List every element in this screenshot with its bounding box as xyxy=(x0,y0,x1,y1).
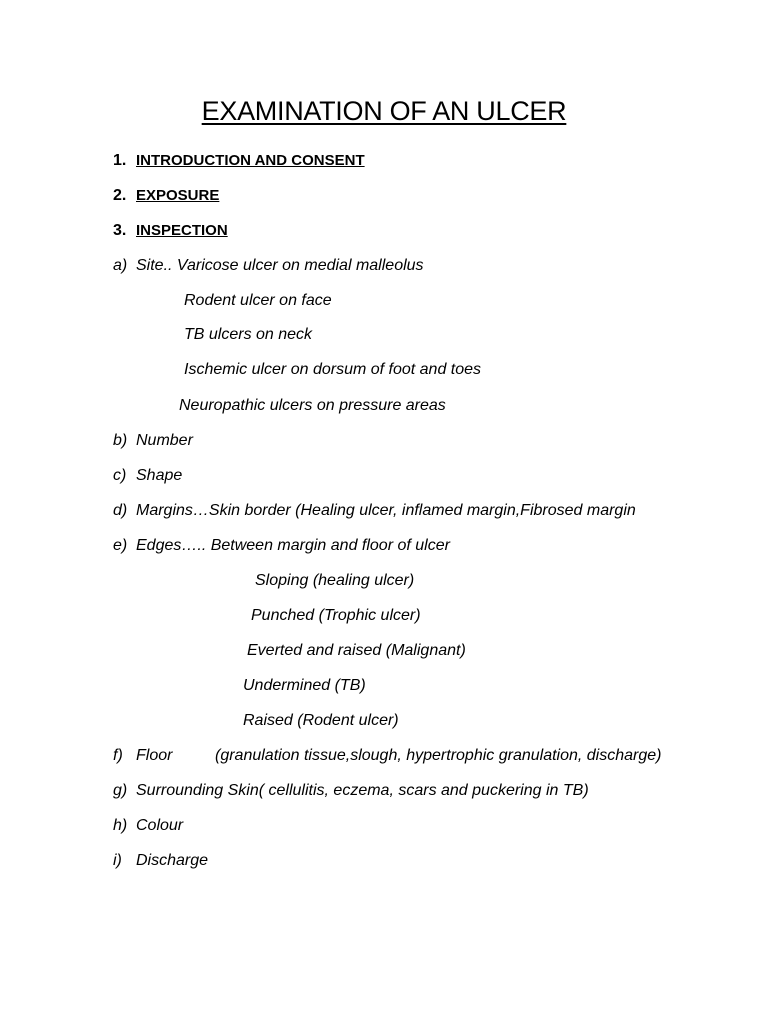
item-text: Discharge xyxy=(136,852,209,869)
item-text: Surrounding Skin( cellulitis, eczema, scars and puckering in TB) xyxy=(136,782,589,799)
item-text: Punched (Trophic ulcer) xyxy=(251,607,421,624)
item-text: Site.. Varicose ulcer on medial malleolus xyxy=(136,257,424,274)
item-marker: e) xyxy=(113,537,128,554)
item-marker: i) xyxy=(113,852,122,869)
item-marker: d) xyxy=(113,502,128,519)
item-text: Margins…Skin border (Healing ulcer, inflamed margin,Fibrosed margin xyxy=(136,502,636,519)
item-text: Sloping (healing ulcer) xyxy=(255,572,415,589)
item-text: Ischemic ulcer on dorsum of foot and toes xyxy=(184,361,482,378)
item-marker: b) xyxy=(113,432,128,449)
section-heading: EXPOSURE xyxy=(136,187,220,204)
item-marker: h) xyxy=(113,817,128,834)
item-text: Neuropathic ulcers on pressure areas xyxy=(179,397,446,414)
section-number: 3. xyxy=(113,222,127,239)
section-number: 2. xyxy=(113,187,127,204)
item-marker: a) xyxy=(113,257,128,274)
item-text: Raised (Rodent ulcer) xyxy=(243,712,399,729)
item-text: Shape xyxy=(136,467,183,484)
item-text-detail: (granulation tissue,slough, hypertrophic granulation, discharge) xyxy=(215,747,662,764)
item-text: TB ulcers on neck xyxy=(184,326,313,343)
item-marker: c) xyxy=(113,467,127,484)
item-text: Rodent ulcer on face xyxy=(184,292,332,309)
item-marker: f) xyxy=(113,747,123,764)
item-text: Number xyxy=(136,432,193,449)
section-heading: INSPECTION xyxy=(136,222,228,239)
item-text: Floor xyxy=(136,747,173,764)
item-text: Colour xyxy=(136,817,184,834)
item-marker: g) xyxy=(113,782,128,799)
item-text: Undermined (TB) xyxy=(243,677,366,694)
section-number: 1. xyxy=(113,152,127,169)
section-heading: INTRODUCTION AND CONSENT xyxy=(136,152,365,169)
item-text: Everted and raised (Malignant) xyxy=(247,642,466,659)
item-text: Edges….. Between margin and floor of ulcer xyxy=(136,537,450,554)
document-title: EXAMINATION OF AN ULCER xyxy=(201,96,567,126)
